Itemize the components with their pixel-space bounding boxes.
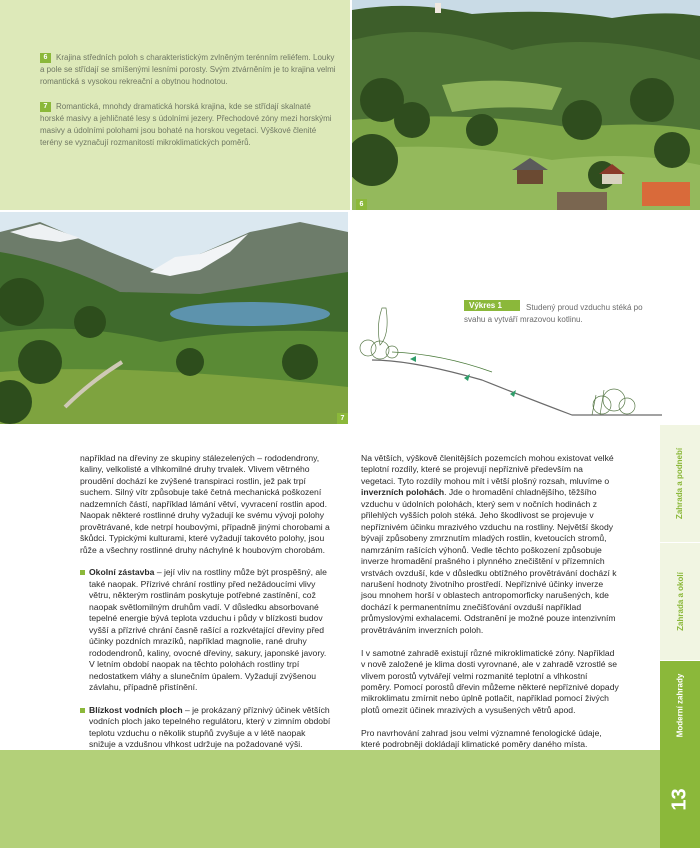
- paragraph: [361, 453, 619, 636]
- sidebar-tab-climate[interactable]: [660, 425, 700, 543]
- bullet-text: – její vliv na rostliny může být prospěšný, ale také naopak. Přízrivé chrání rostliny před nežádoucími vlivy větru, některým rostlinám poskytuje potřebné zastínění, což naopak světlomilným druhům vadí. V důsledku absorbované tepelné energie bývá teplota vzduchu i půdy v blízkosti budov vyšší a přízrivé chrání časně rašící a rozkvétající dřeviny před účinky pozdních mrazíků, například magnolie, rané druhy rododendronů, kaliny, ovocné dřeviny, sakury, japonské javory.: [89, 567, 327, 658]
- countryside-illustration: [352, 0, 700, 210]
- diagram-drawing: [352, 290, 662, 430]
- diagram-label: Výkres 1: [464, 300, 520, 311]
- text-run: Na větších, výškově členitějších pozemcích mohou existovat velké teplotní rozdíly, které se projevují nepříznivě především na vegetaci. Tyto rozdíly mohou mít i větší plošný rozsah, mluvíme o: [361, 453, 614, 486]
- mountain-lake-illustration: [0, 212, 348, 424]
- photo-countryside: [352, 0, 700, 210]
- page-number-text: 13: [668, 787, 691, 811]
- diagram-cold-air: [352, 290, 662, 430]
- sidebar-tab-label: Zahrada a okolí: [675, 572, 685, 631]
- caption-text-6: Krajina středních poloh s charakteristickým zvlněným terénním reliéfem. Louky a pole se střídají se smíšenými lesními porosty. Svým ztvárněním je to krajina velmi romantická s vysokou rekreační a obytnou hodnotou.: [40, 53, 336, 87]
- tree-icon: [360, 308, 398, 359]
- paragraph: Pro navrhování zahrad jsou velmi významné fenologické údaje, které podrobněji dokládají klimatické poměry daného místa.: [361, 727, 602, 750]
- bullet-continuation: V letním období naopak na těchto polohách rostliny trpí nedostatkem vláhy a slunečním úpalem. Vyžadují zvýšenou závlahu, případně přistínění.: [89, 659, 317, 692]
- text-column-2: [361, 453, 619, 796]
- caption-panel: [0, 0, 350, 210]
- caption-number-7: 7: [40, 102, 51, 112]
- page-number: [660, 750, 700, 848]
- text-run: . Jde o hromadění chladnějšího, těžšího vzduchu v údolních polohách, který sem v nočních hodinách z přilehlých vyšších poloh stéká. Jeho škodlivost se projevuje v nepříznivém účinku mrazivého vzduchu na rostliny. Největší škody bývají způsobeny zmrznutím mladých rostlin, kvetoucích stromů, namrzáním rašících výhonů. Vedle těchto poškození způsobuje inverze hromadění prašného i plynného znečištění v přízemních vrstvách ovzduší, kde v důsledku obtížného provětrávání dochází k narušení hodnoty životního prostředí. Nepříznivé účinky inverze jsou mnohem horší v oblastech antropomorficky narušených, kde dochází k permanentnímu znečišťování ovzduší například průmyslovými exhalacemi. Odstranění je možné pouze intenzivním provětráváním inverzních poloh.: [361, 487, 617, 635]
- caption-number-6: 6: [40, 53, 51, 63]
- shrub-icon: [592, 389, 635, 415]
- text-column-1: [80, 453, 332, 796]
- photo-mountain-lake: [0, 212, 348, 424]
- sidebar-tab-label: Moderní zahrady: [675, 673, 685, 738]
- bullet-title: Blízkost vodních ploch: [89, 704, 183, 715]
- bullet-water: [80, 705, 332, 751]
- photo-tag-6: 6: [356, 199, 367, 210]
- text-emphasis: inverzních polohách: [361, 487, 445, 498]
- arrow-icon: [410, 356, 416, 362]
- caption-text-7: Romantická, mnohdy dramatická horská krajina, kde se střídají skalnaté horské masivy a jehličnaté lesy s údolními jezery. Přechodové zóny mezi horskými masivy a údolními polohami jsou bohaté na horskou vegetaci. Výškové členité terény se vyznačují rozmanitostí mikroklimatických poměrů.: [40, 101, 332, 148]
- bullet-surroundings: [80, 567, 332, 659]
- bullet-title: Okolní zástavba: [89, 567, 155, 578]
- sidebar-tab-label: Zahrada a podnebí: [675, 447, 685, 520]
- footer-band: [0, 750, 700, 848]
- sidebar-tab-modern[interactable]: [660, 661, 700, 750]
- photo-tag-7: 7: [337, 413, 348, 424]
- sidebar-tab-surroundings[interactable]: [660, 543, 700, 661]
- paragraph: I v samotné zahradě existují různé mikroklimatické zóny. Například v nově založené je klima dosti vyrovnané, ale v zahradě vzrostlé se vlivem porostů vytvářejí velmi rozmanité teplotní a vlhkostní poměry. Pomocí porostů dřevin můžeme některé nepříznivé dopady mikroklimatu zmírnit nebo úplně potlačit, například pomocí živých plotů omezit účinek mrazivých a vysušených větrů apod.: [361, 647, 619, 715]
- chapter-sidebar: [660, 425, 700, 750]
- diagram-caption: Studený proud vzduchu stéká po svahu a vytváří mrazovou kotlinu.: [464, 303, 643, 324]
- bullet-text: – je prokázaný příznivý účinek větších vodních ploch jako tepelného regulátoru, který v zimním období teplotu vzduchu o několik stupňů zvyšuje a v létě naopak snižuje a vzdušnou vlhkost udržuje na požadované výši.: [89, 704, 331, 750]
- caption-6: [40, 52, 336, 89]
- caption-7: [40, 101, 336, 150]
- paragraph: například na dřeviny ze skupiny stálezelených – rododendrony, kaliny, velkolisté a vlhkomilné druhy trvalek. Vlivem větrného proudění dochází ke zvýšené transpiraci rostlin, jež pak trpí suchem. Silný vítr způsobuje také četná mechanická poškození nadzemních částí, například lámání větví, vyvracení rostlin apod. Naopak některé rostlinné druhy vyžadují ke svému vývoji polohy provětrávané, kde netrpí houbovými, případně jinými chorobami a škůdci. Typickými kulturami, které vyžadují takovéto polohy, jsou růže a všechny rostlinné druhy náchylné k houbovým chorobám.: [80, 453, 330, 555]
